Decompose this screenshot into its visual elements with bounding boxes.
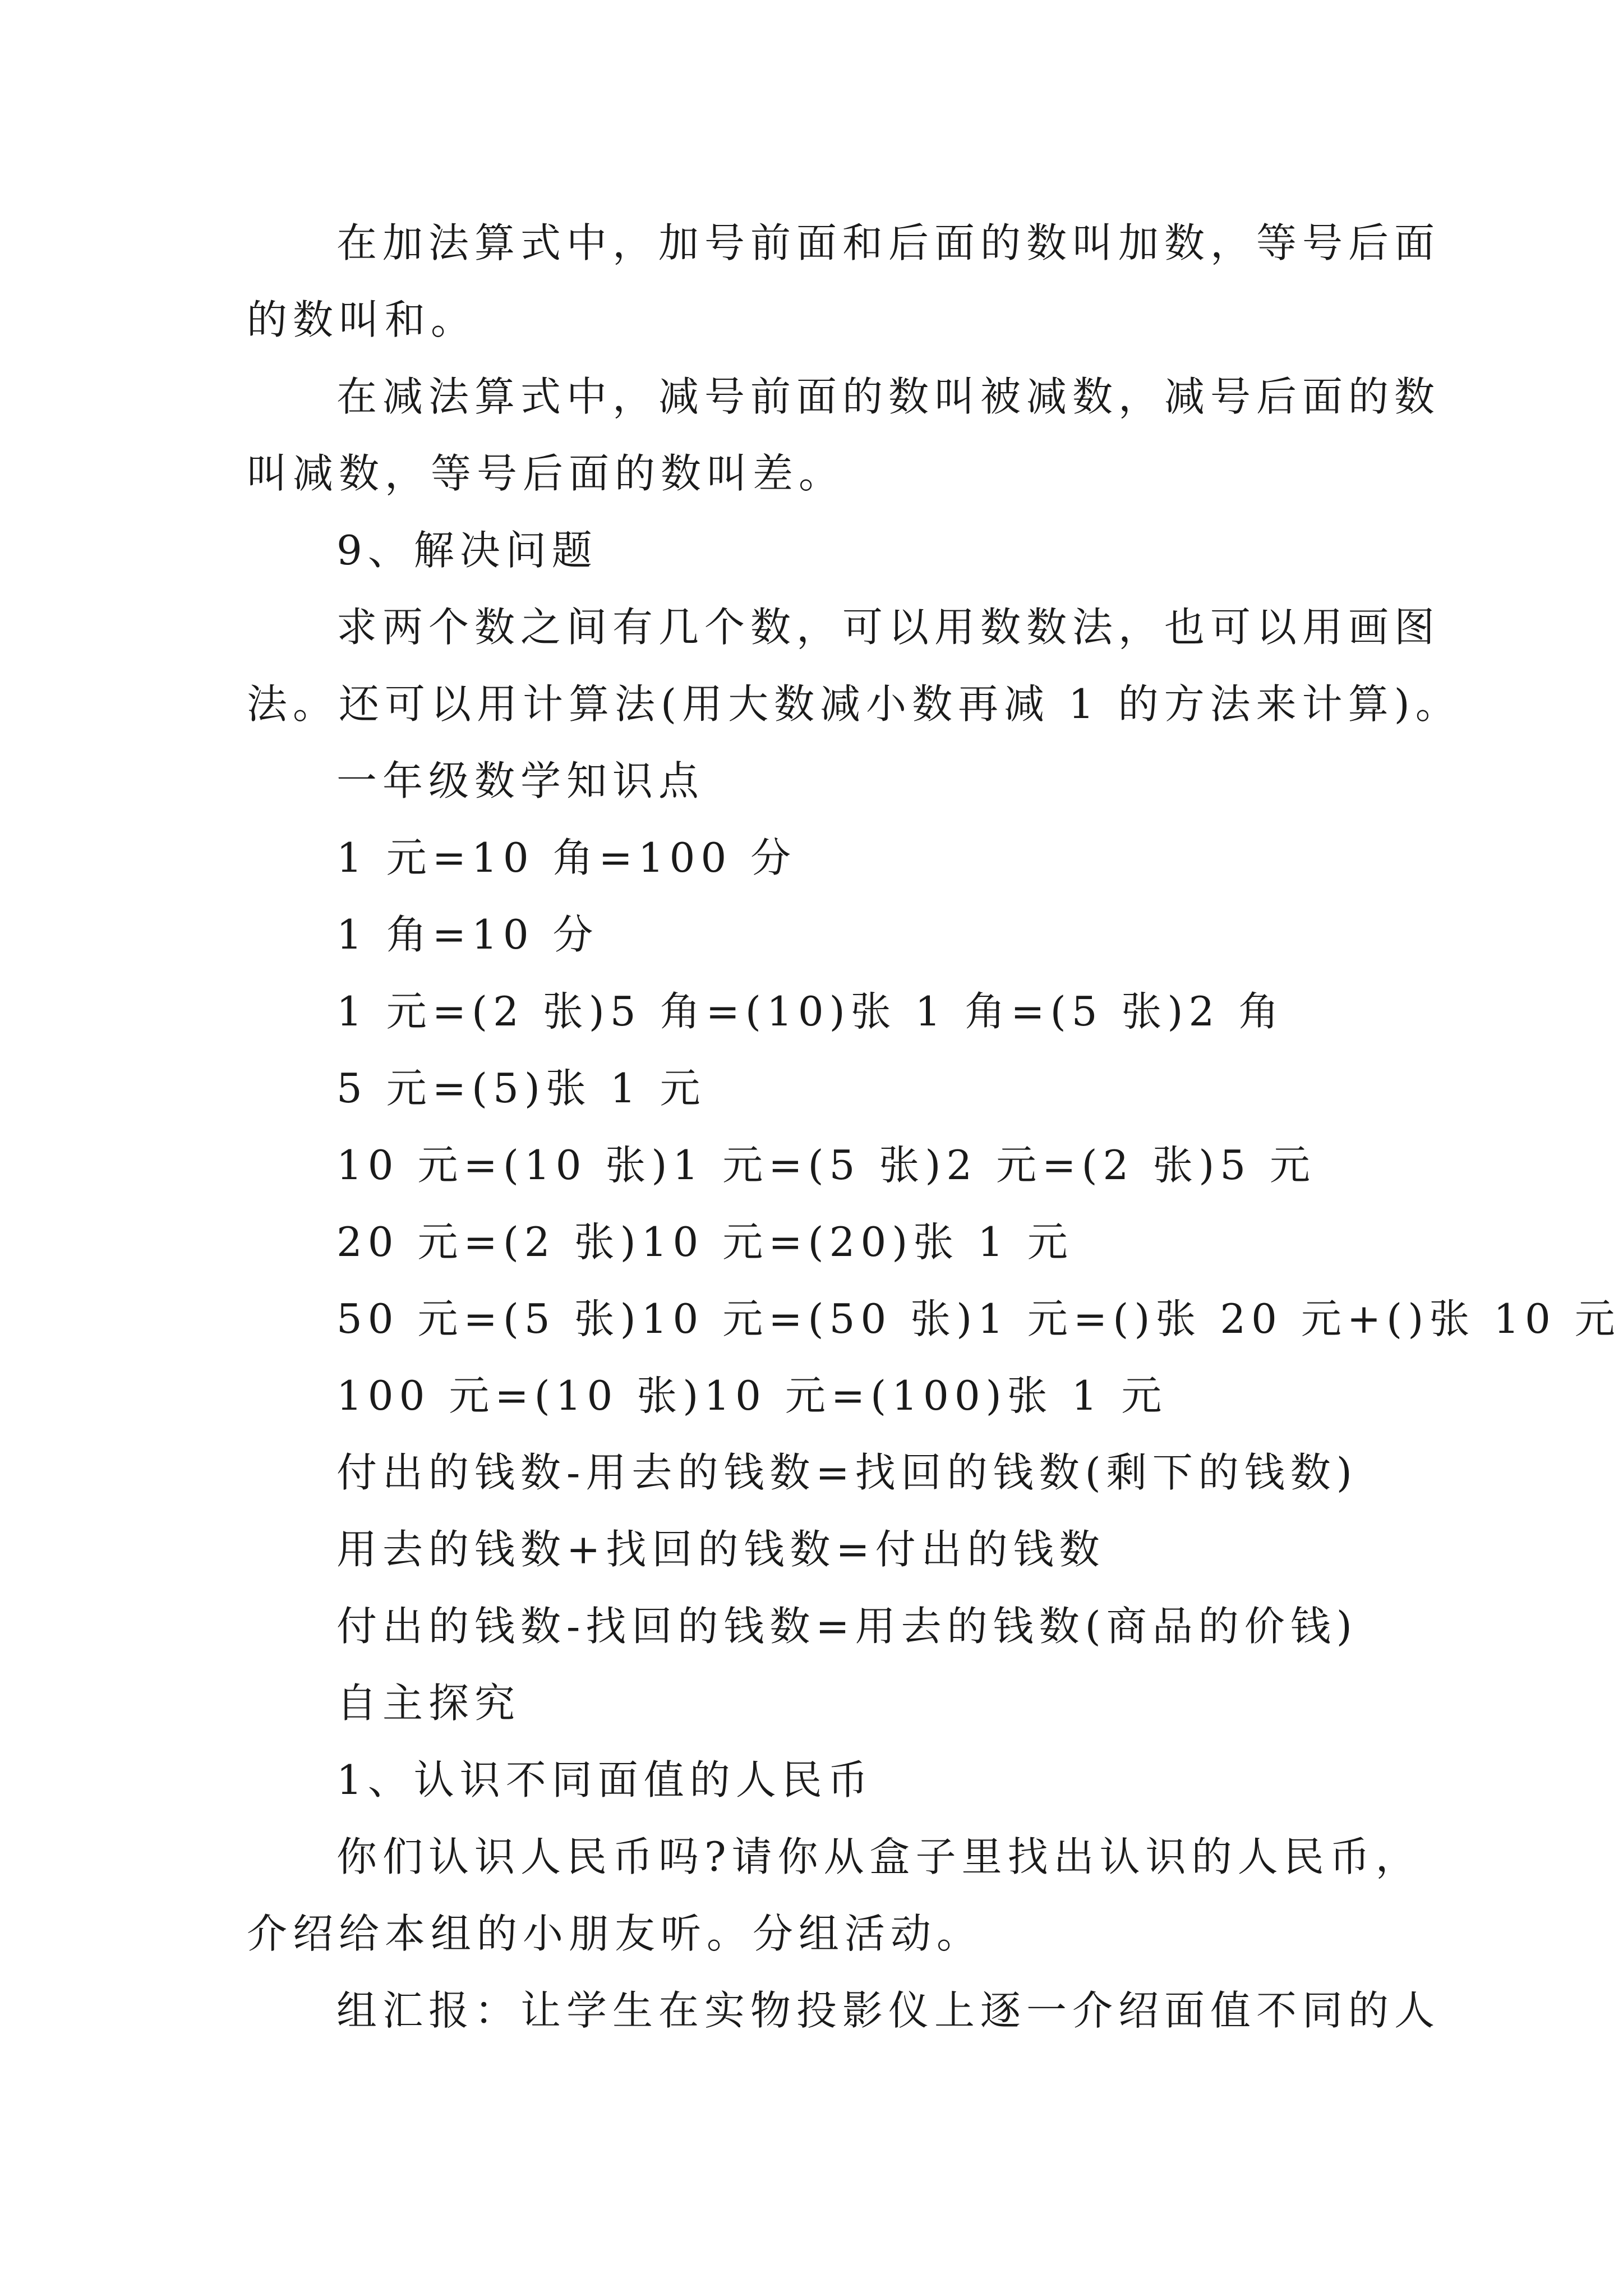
equation-line: 10 元=(10 张)1 元=(5 张)2 元=(2 张)5 元 xyxy=(336,1142,1316,1189)
paragraph-counting-methods xyxy=(247,589,1461,743)
paragraph-line: 在减法算式中，减号前面的数叫被减数，减号后面的数 xyxy=(336,373,1441,420)
money-equation xyxy=(247,1281,1621,1358)
money-equation xyxy=(247,973,1380,1050)
section-heading-problem-solving xyxy=(247,512,1380,589)
section-heading-math-knowledge xyxy=(247,743,1380,820)
heading-line: 一年级数学知识点 xyxy=(336,757,705,804)
equation-line: 1 元=(2 张)5 角=(10)张 1 角=(5 张)2 角 xyxy=(336,988,1285,1035)
money-equation xyxy=(247,1358,1380,1434)
paragraph-line: 介绍给本组的小朋友听。分组活动。 xyxy=(247,1910,983,1957)
heading-line: 1、认识不同面值的人民币 xyxy=(336,1756,874,1803)
paragraph-line: 组汇报：让学生在实物投影仪上逐一介绍面值不同的人 xyxy=(336,1987,1441,2034)
paragraph-addition-terms xyxy=(247,205,1441,358)
equation-line: 100 元=(10 张)10 元=(100)张 1 元 xyxy=(336,1372,1168,1419)
paragraph-line: 在加法算式中，加号前面和后面的数叫加数，等号后面 xyxy=(336,219,1441,266)
section-heading-self-exploration xyxy=(247,1665,1380,1742)
equation-line: 1 元=10 角=100 分 xyxy=(336,834,797,881)
formula-line: 用去的钱数+找回的钱数=付出的钱数 xyxy=(336,1526,1105,1573)
document-body xyxy=(247,205,1621,2049)
money-equation xyxy=(247,1204,1380,1281)
money-formula xyxy=(247,1511,1380,1588)
money-formula xyxy=(247,1434,1380,1511)
money-formula xyxy=(247,1588,1380,1665)
formula-line: 付出的钱数-找回的钱数=用去的钱数(商品的价钱) xyxy=(336,1603,1358,1650)
money-equation xyxy=(247,896,1380,973)
paragraph-group-activity xyxy=(247,1819,1422,1972)
heading-line: 9、解决问题 xyxy=(336,527,598,574)
formula-line: 付出的钱数-用去的钱数=找回的钱数(剩下的钱数) xyxy=(336,1449,1358,1496)
money-equation xyxy=(247,820,1380,896)
equation-line: 50 元=(5 张)10 元=(50 张)1 元=()张 20 元+()张 10 元 xyxy=(336,1295,1621,1342)
paragraph-subtraction-terms xyxy=(247,358,1441,512)
money-equation xyxy=(247,1127,1380,1204)
paragraph-line: 法。还可以用计算法(用大数减小数再减 1 的方法来计算)。 xyxy=(247,680,1461,728)
paragraph-line: 你们认识人民币吗?请你从盒子里找出认识的人民币， xyxy=(336,1833,1422,1880)
paragraph-line: 叫减数，等号后面的数叫差。 xyxy=(247,450,845,497)
paragraph-group-report xyxy=(247,1972,1441,2049)
equation-line: 20 元=(2 张)10 元=(20)张 1 元 xyxy=(336,1218,1073,1266)
heading-line: 自主探究 xyxy=(336,1680,521,1727)
equation-line: 5 元=(5)张 1 元 xyxy=(336,1065,706,1112)
paragraph-line: 求两个数之间有几个数，可以用数数法，也可以用画图 xyxy=(336,604,1441,651)
section-heading-recognize-currency xyxy=(247,1742,1380,1819)
money-equation xyxy=(247,1050,1380,1127)
equation-line: 1 角=10 分 xyxy=(336,911,599,958)
paragraph-line: 的数叫和。 xyxy=(247,296,477,343)
